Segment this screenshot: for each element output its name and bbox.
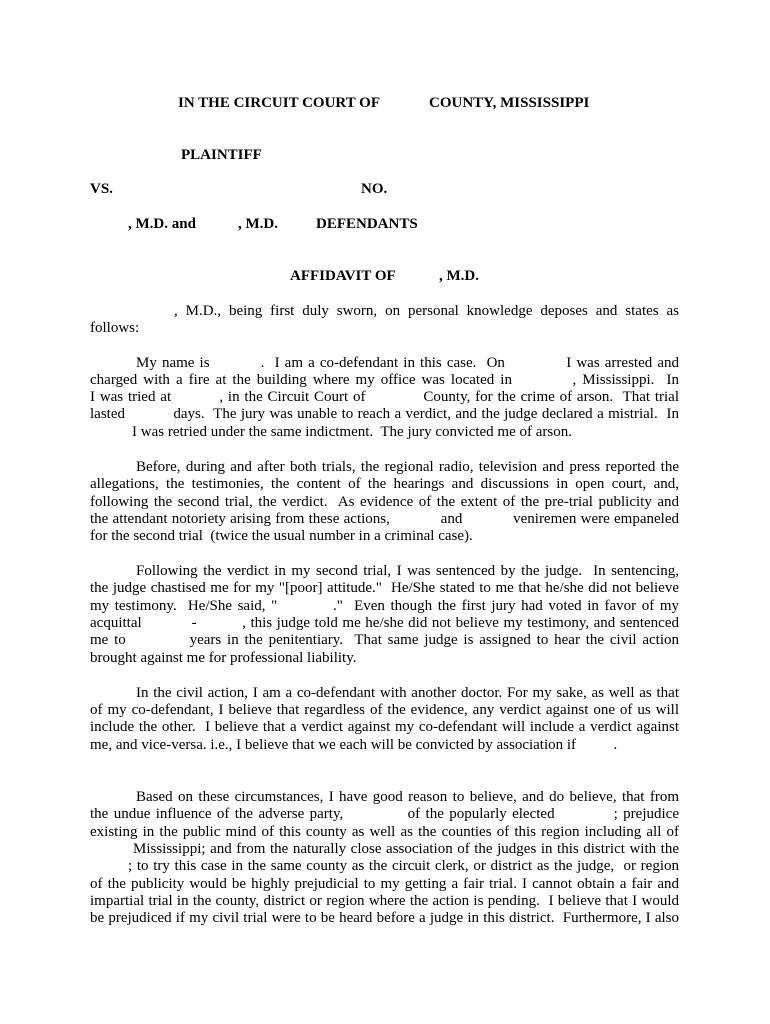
body-line: Before, during and after both trials, the regional radio, television and press reported the — [136, 459, 679, 475]
body-line: the undue influence of the adverse party, of the popularly elected ; prejudice — [90, 806, 679, 822]
body-line: following the second trial, the verdict. As evidence of the extent of the pre-trial publicity and — [90, 494, 679, 510]
body-line: charged with a fire at the building where my office was located in , Mississippi. In — [90, 372, 679, 388]
body-line: follows: — [90, 320, 140, 336]
body-line: Based on these circumstances, I have good reason to believe, and do believe, that from — [136, 789, 679, 805]
body-line: of my co-defendant, I believe that regardless of the evidence, any verdict against one of us will — [90, 702, 679, 718]
versus-label: VS. — [90, 181, 113, 197]
affidavit-title: AFFIDAVIT OF — [290, 268, 396, 284]
body-line: impartial trial in the county, district or region where the action is pending. I believe that I would — [90, 893, 679, 909]
body-line: for the second trial (twice the usual number in a criminal case). — [90, 528, 473, 544]
body-line: Following the verdict in my second trial, I was sentenced by the judge. In sentencing, — [136, 563, 679, 579]
body-line: My name is . I am a co-defendant in this case. On I was arrested and — [136, 355, 679, 371]
body-line: of the publicity would be highly prejudicial to my getting a fair trial. I cannot obtain a fair and — [90, 876, 679, 892]
body-line: lasted days. The jury was unable to reach a verdict, and the judge declared a mistrial. In — [90, 406, 679, 422]
body-line: be prejudiced if my civil trial were to be heard before a judge in this district. Furthermore, I also — [90, 910, 679, 926]
court-heading-left: IN THE CIRCUIT COURT OF — [178, 95, 381, 111]
body-line: allegations, the testimonies, the content of the hearings and discussions in open court, and, — [90, 476, 679, 492]
body-line: include the other. I believe that a verdict against my co-defendant will include a verdict against — [90, 719, 679, 735]
defendant-one: , M.D. and — [128, 216, 196, 232]
court-heading-right: COUNTY, MISSISSIPPI — [429, 95, 590, 111]
body-line: ; to try this case in the same county as the circuit clerk, or district as the judge, or region — [128, 858, 679, 874]
plaintiff-label: PLAINTIFF — [181, 147, 262, 163]
case-number-label: NO. — [361, 181, 388, 197]
body-line: the judge chastised me for my "[poor] attitude." He/She stated to me that he/she did not believe — [90, 580, 679, 596]
body-line: my testimony. He/She said, " ." Even though the first jury had voted in favor of my — [90, 598, 679, 614]
defendant-two: , M.D. — [238, 216, 278, 232]
body-line: existing in the public mind of this county as well as the counties of this region including all of — [90, 824, 679, 840]
body-line: the attendant notoriety arising from these actions, and veniremen were empaneled — [90, 511, 679, 527]
defendants-label: DEFENDANTS — [316, 216, 418, 232]
affidavit-title-suffix: , M.D. — [439, 268, 479, 284]
body-line: acquittal - , this judge told me he/she did not believe my testimony, and sentenced — [90, 615, 679, 631]
body-line: I was retried under the same indictment. The jury convicted me of arson. — [132, 424, 572, 440]
body-line: I was tried at , in the Circuit Court of County, for the crime of arson. That trial — [90, 389, 679, 405]
body-line: me, and vice-versa. i.e., I believe that we each will be convicted by association if . — [90, 737, 618, 753]
body-line: Mississippi; and from the naturally close association of the judges in this district with the — [133, 841, 679, 857]
body-line: me to years in the penitentiary. That same judge is assigned to hear the civil action — [90, 632, 679, 648]
body-line: , M.D., being first duly sworn, on personal knowledge deposes and states as — [174, 303, 679, 319]
body-line: In the civil action, I am a co-defendant with another doctor. For my sake, as well as that — [136, 685, 679, 701]
body-line: brought against me for professional liability. — [90, 650, 357, 666]
